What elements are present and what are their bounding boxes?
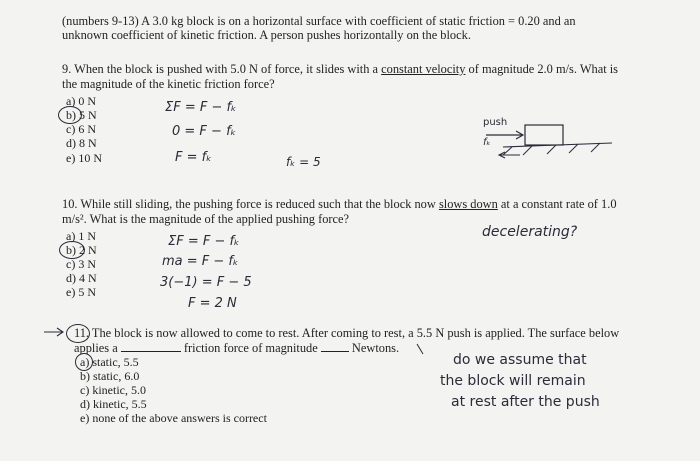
q9-work-line-2: 0 = F − fₖ xyxy=(172,124,237,139)
q11-prompt-line-1: 11. The block is now allowed to come to rest. After coming to rest, a 5.5 N push is applied. The surface below xyxy=(74,326,620,340)
q10-answer-circle-mark xyxy=(59,241,85,259)
q11-answer-circle-mark xyxy=(75,353,93,371)
q11-option-d[interactable]: d) kinetic, 5.5 xyxy=(80,397,147,411)
q9-work-line-3: F = fₖ xyxy=(175,150,212,165)
q9-option-e[interactable]: e) 10 N xyxy=(66,151,102,165)
push-label: push xyxy=(483,117,508,128)
intro-line-2: unknown coefficient of kinetic friction. A person pushes horizontally on the block. xyxy=(62,28,471,42)
q11-note-line-3: at rest after the push xyxy=(451,394,600,410)
q10-option-b[interactable]: b) 2 N xyxy=(66,243,97,257)
q11-blank-2[interactable] xyxy=(321,341,349,352)
q9-option-d[interactable]: d) 8 N xyxy=(66,136,97,150)
q10-work-line-2: ma = F − fₖ xyxy=(162,254,239,269)
q11-option-e[interactable]: e) none of the above answers is correct xyxy=(80,411,267,425)
block-shape xyxy=(525,125,563,145)
ground-line xyxy=(503,143,612,147)
q9-option-c[interactable]: c) 6 N xyxy=(66,122,96,136)
intro-line-1: (numbers 9-13) A 3.0 kg block is on a horizontal surface with coefficient of static friction = 0.20 and an xyxy=(62,14,576,28)
q9-option-b[interactable]: b) 5 N xyxy=(66,108,97,122)
q9-option-a[interactable]: a) 0 N xyxy=(66,94,96,108)
q11-blank-1[interactable] xyxy=(121,341,181,352)
friction-label: fₖ xyxy=(483,137,491,148)
ground-hatch xyxy=(547,145,556,154)
q10-option-c[interactable]: c) 3 N xyxy=(66,257,96,271)
q10-work-line-4: F = 2 N xyxy=(188,296,237,311)
q10-work-line-1: ΣF = F − fₖ xyxy=(168,234,240,249)
q10-option-a[interactable]: a) 1 N xyxy=(66,229,96,243)
q10-work-line-3: 3(−1) = F − 5 xyxy=(160,275,252,290)
q10-note: decelerating? xyxy=(482,224,578,240)
q11-note-line-1: do we assume that xyxy=(453,352,587,368)
ground-hatch xyxy=(503,147,512,155)
q11-note-line-2: the block will remain xyxy=(440,373,586,389)
q11-prompt-line-2: applies a friction force of magnitude Newtons. xyxy=(74,341,400,355)
ground-hatch xyxy=(591,143,600,152)
q10-option-d[interactable]: d) 4 N xyxy=(66,271,97,285)
q9-prompt-line-2: the magnitude of the kinetic friction force? xyxy=(62,77,275,91)
q11-option-c[interactable]: c) kinetic, 5.0 xyxy=(80,383,146,397)
q9-work-line-4: fₖ = 5 xyxy=(286,155,321,169)
q10-prompt-line-1: 10. While still sliding, the pushing force is reduced such that the block now slows down at a constant rate of 1.0 xyxy=(62,197,617,211)
q10-option-e[interactable]: e) 5 N xyxy=(66,285,96,299)
q11-option-b[interactable]: b) static, 6.0 xyxy=(80,369,140,383)
ground-hatch xyxy=(523,146,532,155)
ground-hatch xyxy=(569,144,578,153)
q10-prompt-line-2: m/s². What is the magnitude of the applied pushing force? xyxy=(62,212,350,226)
q11-option-a[interactable]: a) static, 5.5 xyxy=(80,355,139,369)
q9-work-line-1: ΣF = F − fₖ xyxy=(165,100,237,115)
note-pointer-mark xyxy=(417,344,423,354)
q9-prompt-line-1: 9. When the block is pushed with 5.0 N of force, it slides with a constant velocity of magnitude 2.0 m/s. What is xyxy=(62,62,619,76)
